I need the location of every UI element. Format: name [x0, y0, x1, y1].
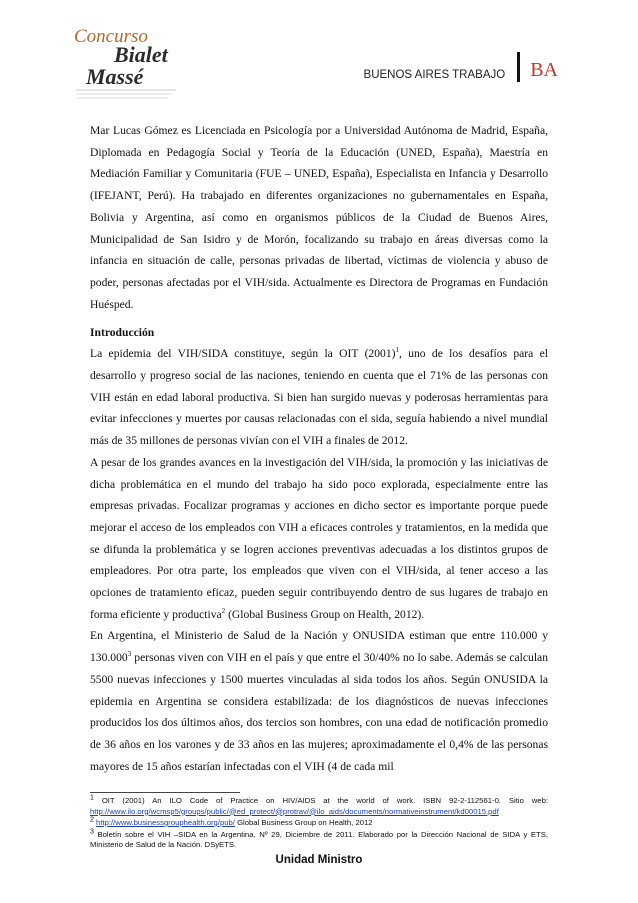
intro-p3-text-a: En Argentina, el Ministerio de Salud de la Nación y ONUSIDA estiman que entre 110.000 y 130.000 — [90, 629, 548, 665]
logo-line-masse: Massé — [86, 64, 144, 89]
footnote-1-text: OIT (2001) An ILO Code of Practice on HIV/AIDS at the world of work. ISBN 92-2-112561-0. Sitio web: — [93, 796, 548, 805]
footnote-ref-2[interactable]: 2 — [221, 606, 226, 615]
intro-p2-text-a: A pesar de los grandes avances en la investigación del VIH/sida, la promoción y las iniciativas de dicha problemática en el mundo del trabajo ha sido poco explorada, especialmente entre las empresas privadas. Focalizar programas y acciones en dicho sector es importante porque puede mejorar el acceso de los empleados con VIH a eficaces controles y tratamientos, en la medida que se difunda la problemática y se logren acciones preventivas adecuadas a los distintos grupos de empleadores. Por otra parte, los empleados que viven con el VIH/sida, al tener acceso a las opciones de tratamiento eficaz, pueden seguir contribuyendo dentro de sus lugares de trabajo en forma eficiente y productiva — [90, 455, 548, 621]
footnote-3-number: 3 — [90, 827, 94, 835]
footnote-ref-3[interactable]: 3 — [127, 650, 132, 659]
page-header — [364, 52, 558, 82]
footnote-1 — [90, 796, 548, 817]
logo-line-concurso: Concurso — [74, 26, 148, 47]
footnote-1-link[interactable]: http://www.ilo.org/wcmsp5/groups/public/@ed_protect/@protrav/@ilo_aids/documents/normativeinstrument/kd00015.pdf — [90, 806, 499, 816]
footnote-2-text: Global Business Group on Health, 2012 — [234, 818, 373, 827]
intro-p1-text-a: La epidemia del VIH/SIDA constituye, según la OIT (2001) — [90, 347, 396, 361]
footnotes — [90, 796, 548, 852]
logo-line-bialet: Bialet — [114, 42, 168, 67]
footnote-1-number: 1 — [90, 794, 94, 802]
intro-paragraph-3 — [90, 625, 548, 777]
page-footer: Unidad Ministro — [275, 854, 363, 866]
intro-paragraph-2 — [90, 452, 548, 626]
footnote-3 — [90, 827, 548, 851]
header-ba-mark: BA — [530, 59, 558, 81]
footnote-divider — [90, 792, 240, 793]
footnote-3-text: Boletín sobre el VIH –SIDA en la Argentina, Nº 29, Diciembre de 2011. Elaborado por la Dirección Nacional de SIDA y ETS, Ministerio de Salud de la Nación. DSyETS. — [90, 829, 548, 849]
intro-p2-text-b: (Global Business Group on Health, 2012). — [225, 607, 425, 621]
intro-p1-text-b: , uno de los desafíos para el desarrollo y progreso social de las naciones, teniendo en cuenta que el 71% de las personas con VIH están en edad laboral productiva. Si bien han surgido nuevas y poderosas herramientas para evitar infecciones y muertes por causas relacionadas con el sida, seguía habiendo a nivel mundial más de 35 millones de personas vivían con el VIH a finales de 2012. — [90, 347, 548, 448]
concurso-bialet-masse-logo — [72, 20, 182, 106]
footnote-ref-1[interactable]: 1 — [395, 346, 399, 355]
footnote-2 — [90, 818, 548, 829]
document-body — [90, 120, 548, 777]
section-title-introduccion: Introducción — [90, 326, 155, 340]
intro-p3-text-b: personas viven con VIH en el país y que entre el 30/40% no lo sabe. Además se calculan 5500 nuevas infecciones y 1500 muertes vinculadas al sida todos los años. Según ONUSIDA la epidemia en Argentina se considera estabilizada: de los diagnósticos de nuevas infecciones producidos los dos últimos años, dos tercios son hombres, con una edad de notificación promedio de 36 años en los varones y de 33 años en las mujeres; aproximadamente el 0,4% de las personas mayores de 15 años estarían infectadas con el VIH (4 de cada mil — [90, 651, 548, 773]
intro-paragraph-1 — [90, 343, 548, 452]
header-divider — [517, 52, 520, 82]
header-title: BUENOS AIRES TRABAJO — [363, 69, 506, 81]
author-bio: Mar Lucas Gómez es Licenciada en Psicología por a Universidad Autónoma de Madrid, España, Diplomada en Pedagogía Social y Teoría de la Educación (UNED, España), Maestría en Mediación Familiar y Comunitaria (FUE – UNED, España), Especialista en Infancia y Desarrollo (IFEJANT, Perú). Ha trabajado en diferentes organizaciones no gubernamentales en España, Bolivia y Argentina, así como en organismos públicos de la Ciudad de Buenos Aires, Municipalidad de San Isidro y de Morón, focalizando su trabajo en áreas diversas como la infancia en situación de calle, personas privadas de libertad, víctimas de violencia y abuso de poder, personas afectadas por el VIH/sida. Actualmente es Directora de Programas en Fundación Huésped. — [90, 124, 548, 311]
footnote-2-number: 2 — [90, 816, 94, 824]
footnote-2-link[interactable]: http://www.businessgrouphealth.org/pub/ — [96, 818, 235, 827]
